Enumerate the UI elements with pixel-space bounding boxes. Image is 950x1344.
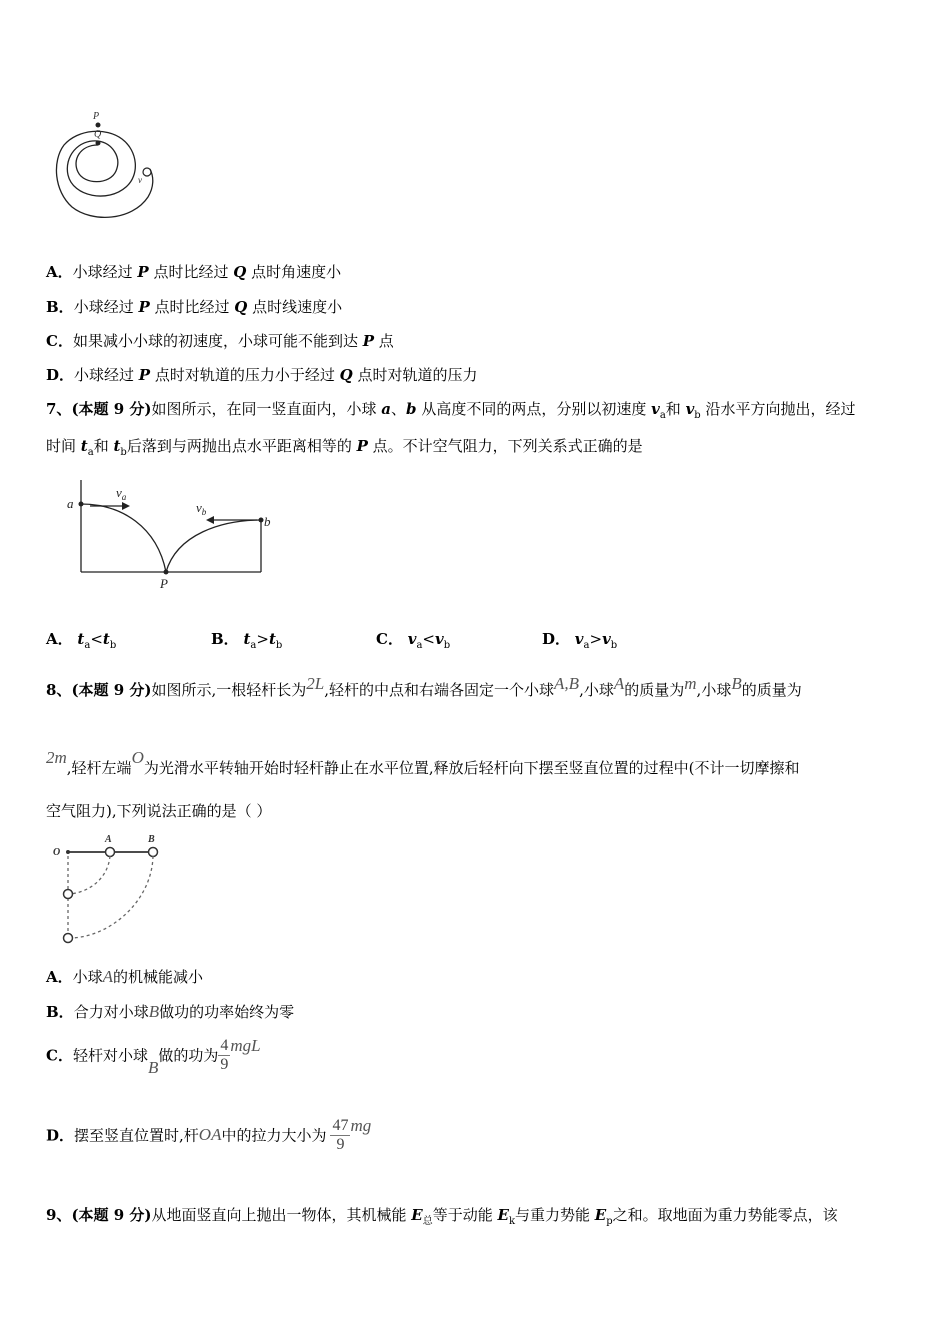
ball bbox=[143, 168, 151, 176]
q7-option-b: B． $t_a>t_b$ bbox=[211, 630, 283, 651]
q6-option-d: D．小球经过 P 点时对轨道的压力小于经过 Q 点时对轨道的压力 bbox=[46, 366, 478, 384]
label-p: P bbox=[93, 111, 100, 122]
q7-option-c: C． $v_a<v_b$ bbox=[376, 630, 451, 651]
point-b bbox=[259, 518, 264, 523]
fraction-47-9: $\frac{47}{9}$ bbox=[332, 1116, 349, 1153]
path-A bbox=[70, 856, 110, 894]
label-P: P bbox=[160, 576, 168, 591]
q8-stem-line3: 空气阻力),下列说法正确的是（ ） bbox=[46, 802, 272, 820]
q6-option-c: C．如果减小小球的初速度，小球可能不能到达 P 点 bbox=[46, 332, 394, 350]
q8-option-b: B．合力对小球B做功的功率始终为零 bbox=[46, 1002, 295, 1021]
q7-stem-line1: 7、(本题 9 分)如图所示，在同一竖直面内，小球 a、b 从高度不同的两点，分别以初速度 $v_a$和 $v_b$ 沿水平方向抛出，经过 bbox=[46, 400, 856, 421]
projectile-figure bbox=[62, 472, 287, 597]
arrow-va-head bbox=[122, 502, 130, 510]
label-vb: $v_b$ bbox=[196, 500, 207, 517]
label-q: Q bbox=[94, 129, 102, 140]
fraction-4-9: $\frac{4}{9}$ bbox=[220, 1036, 229, 1073]
label-A: A bbox=[105, 834, 112, 845]
trajectory-a bbox=[81, 504, 166, 572]
trajectory-b bbox=[166, 520, 261, 572]
ball-B-final bbox=[64, 934, 73, 943]
ball-A-final bbox=[64, 890, 73, 899]
rod-figure bbox=[50, 830, 165, 950]
point-a bbox=[79, 502, 84, 507]
spiral-track-figure bbox=[50, 105, 170, 230]
q6-option-b: B．小球经过 P 点时比经过 Q 点时线速度小 bbox=[46, 298, 343, 316]
label-a: a bbox=[67, 496, 74, 511]
q8-option-a: A．小球A的机械能减小 bbox=[46, 967, 204, 986]
point-p bbox=[96, 123, 101, 128]
q6-option-a: A．小球经过 P 点时比经过 Q 点时角速度小 bbox=[46, 263, 342, 281]
q8-stem-line2: 2m,轻杆左端O为光滑水平转轴开始时轻杆静止在水平位置,释放后轻杆向下摆至竖直位置的过程中(不计一切摩擦和 bbox=[46, 748, 800, 777]
label-v: v bbox=[138, 175, 142, 185]
arrow-vb-head bbox=[206, 516, 214, 524]
point-P bbox=[164, 570, 169, 575]
ball-A bbox=[106, 848, 115, 857]
path-B bbox=[72, 856, 153, 938]
label-O: O bbox=[53, 847, 61, 858]
q9-stem-line1: 9、(本题 9 分)从地面竖直向上抛出一物体，其机械能 $E_总$等于动能 $E_k$与重力势能 $E_p$之和。取地面为重力势能零点，该 bbox=[46, 1206, 838, 1227]
q8-option-d: D．摆至竖直位置时,杆OA中的拉力大小为 $\frac{47}{9}$ mg bbox=[46, 1116, 372, 1153]
pivot-O bbox=[66, 850, 70, 854]
q8-stem-line1: 8、(本题 9 分)如图所示,一根轻杆长为2L,轻杆的中点和右端各固定一个小球A,B,小球A的质量为m,小球B的质量为 bbox=[46, 674, 802, 699]
q7-option-a: A． $t_a<t_b$ bbox=[46, 630, 117, 651]
q7-option-d: D． $v_a>v_b$ bbox=[542, 630, 618, 651]
label-b: b bbox=[264, 514, 271, 529]
label-va: $v_a$ bbox=[116, 485, 127, 502]
q8-option-c: C．轻杆对小球B做的功为 $\frac{4}{9}$ mgL bbox=[46, 1036, 261, 1077]
point-q bbox=[96, 141, 101, 146]
label-B: B bbox=[148, 834, 155, 845]
ball-B bbox=[149, 848, 158, 857]
q7-stem-line2: 时间 $t_a$和 $t_b$后落到与两抛出点水平距离相等的 P 点。不计空气阻力，下列关系式正确的是 bbox=[46, 437, 643, 458]
